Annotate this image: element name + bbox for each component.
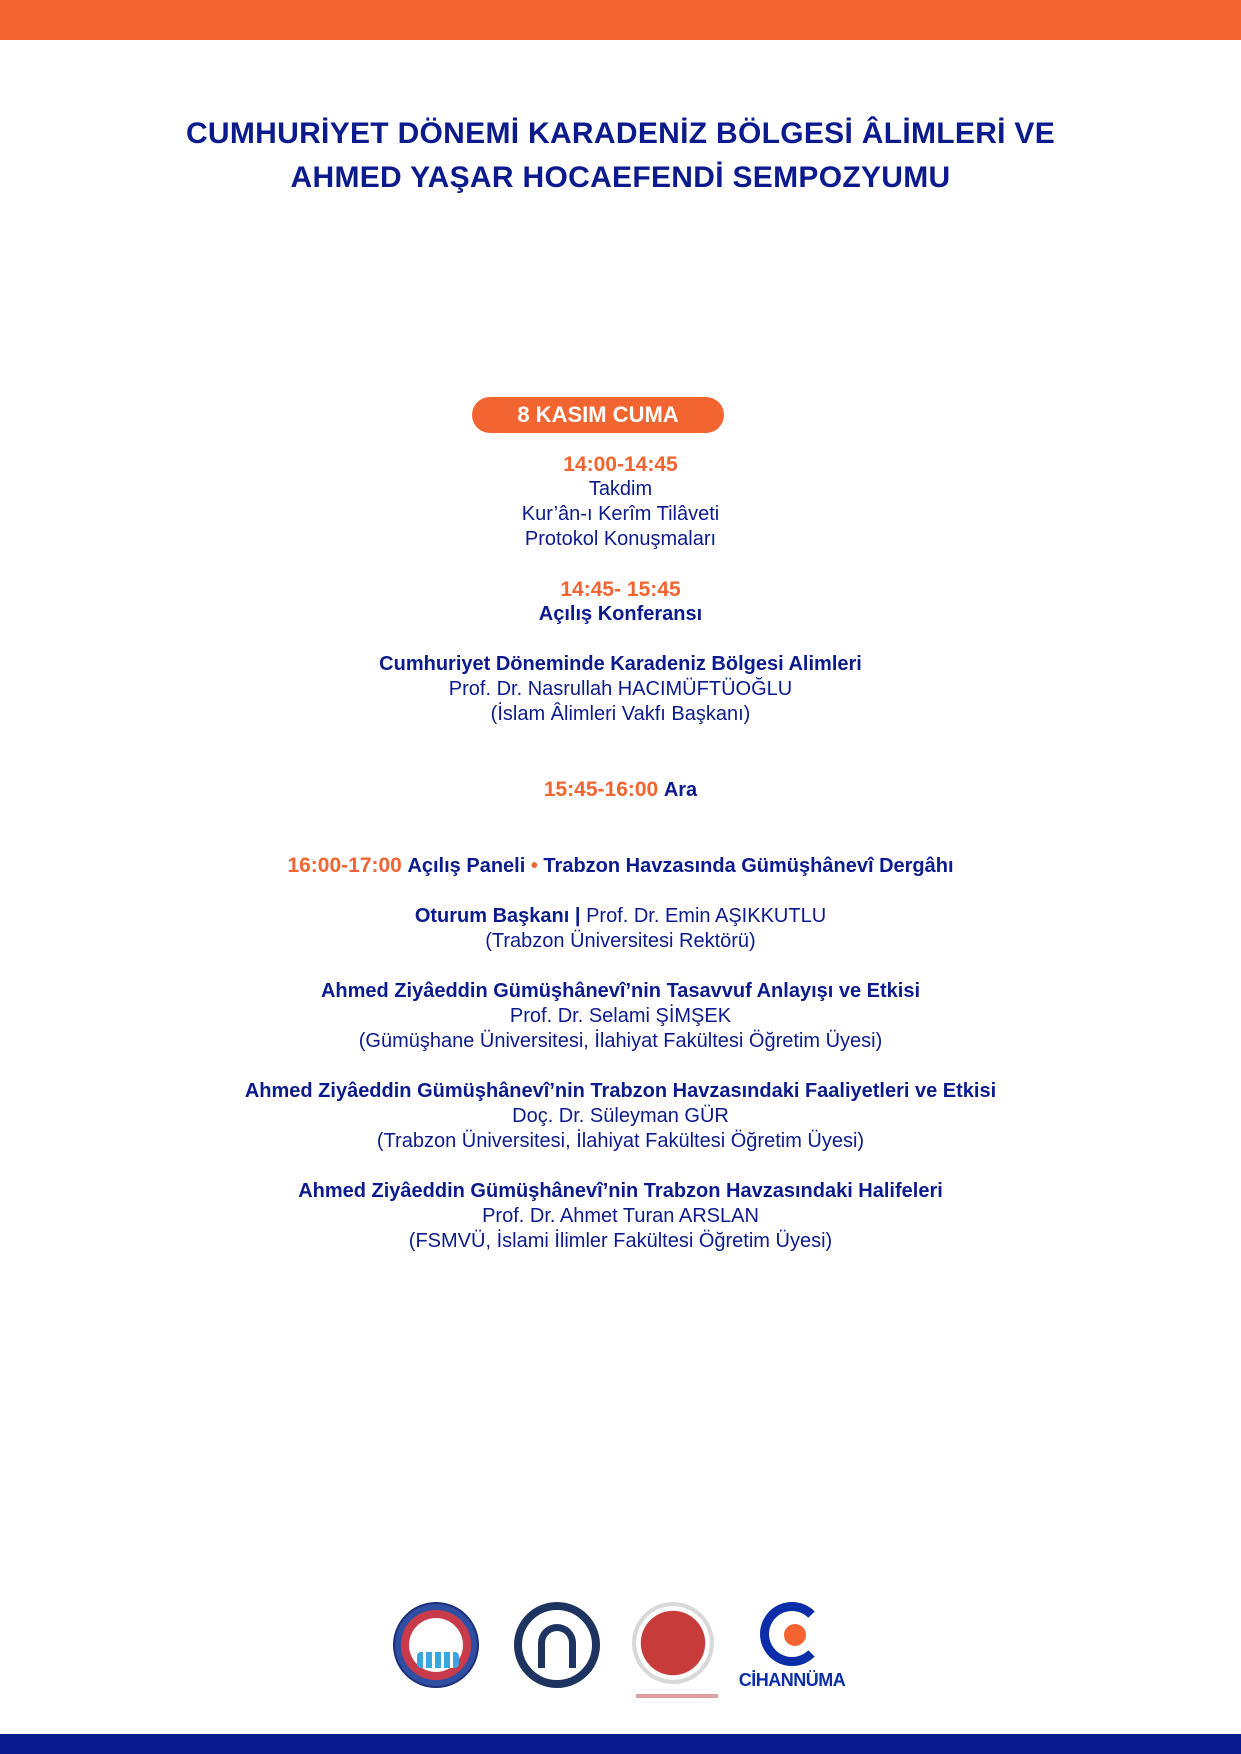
break-time: 15:45-16:00 xyxy=(543,778,659,801)
day-badge: 8 KASIM CUMA xyxy=(472,397,724,433)
talk-title: Ahmed Ziyâeddin Gümüşhânevî’nin Trabzon Havzasındaki Halifeleri xyxy=(298,1180,943,1202)
cihannuma-logo xyxy=(736,1598,848,1694)
talk-affiliation: (Gümüşhane Üniversitesi, İlahiyat Fakültesi Öğretim Üyesi) xyxy=(358,1030,883,1052)
panel-topic: Trabzon Havzasında Gümüşhânevî Dergâhı xyxy=(543,855,954,877)
talk-affiliation: (Trabzon Üniversitesi, İlahiyat Fakültesi Öğretim Üyesi) xyxy=(376,1130,865,1152)
break-label: Ara xyxy=(663,779,698,801)
talk-speaker: Prof. Dr. Selami ŞİMŞEK xyxy=(509,1005,732,1027)
municipality-seal-logo xyxy=(393,1602,479,1688)
session2-time: 14:45- 15:45 xyxy=(560,578,681,601)
panel-time: 16:00-17:00 xyxy=(287,854,402,877)
foundation-seal-logo xyxy=(632,1602,714,1684)
keynote-title: Cumhuriyet Döneminde Karadeniz Bölgesi Alimleri xyxy=(379,653,862,675)
symposium-title xyxy=(0,112,1241,200)
university-logo xyxy=(514,1602,600,1688)
keynote-affiliation: (İslam Âlimleri Vakfı Başkanı) xyxy=(490,703,751,725)
sponsor-logos xyxy=(0,1598,1241,1698)
panel-separator: • xyxy=(530,855,538,877)
panel-heading-line xyxy=(0,853,1241,879)
chair-name: Prof. Dr. Emin AŞIKKUTLU xyxy=(586,905,827,927)
panel-chair-line xyxy=(0,904,1241,929)
session1-item: Kur’ân-ı Kerîm Tilâveti xyxy=(521,503,720,525)
title-line-1: CUMHURİYET DÖNEMİ KARADENİZ BÖLGESİ ÂLİMLERİ VE xyxy=(185,117,1056,150)
title-line-2: AHMED YAŞAR HOCAEFENDİ SEMPOZYUMU xyxy=(290,161,951,194)
panel-name: Açılış Paneli xyxy=(407,855,526,877)
talk-speaker: Doç. Dr. Süleyman GÜR xyxy=(512,1105,729,1127)
chair-affiliation: (Trabzon Üniversitesi Rektörü) xyxy=(485,930,756,952)
cihannuma-wordmark: CİHANNÜMA xyxy=(738,1670,846,1690)
break-line xyxy=(0,777,1241,803)
talk-speaker: Prof. Dr. Ahmet Turan ARSLAN xyxy=(482,1205,759,1227)
program-schedule xyxy=(0,452,1241,1254)
chair-separator: | xyxy=(574,905,581,927)
talk-affiliation: (FSMVÜ, İslami İlimler Fakültesi Öğretim Üyesi) xyxy=(408,1230,833,1252)
top-accent-bar xyxy=(0,0,1241,40)
bottom-accent-bar xyxy=(0,1734,1241,1754)
chair-label: Oturum Başkanı xyxy=(414,905,570,927)
keynote-speaker: Prof. Dr. Nasrullah HACIMÜFTÜOĞLU xyxy=(448,678,793,700)
session1-item: Takdim xyxy=(588,478,653,500)
talk-title: Ahmed Ziyâeddin Gümüşhânevî’nin Trabzon Havzasındaki Faaliyetleri ve Etkisi xyxy=(244,1080,997,1102)
talk-title: Ahmed Ziyâeddin Gümüşhânevî’nin Tasavvuf Anlayışı ve Etkisi xyxy=(320,980,921,1002)
session2-heading: Açılış Konferansı xyxy=(538,603,703,625)
session1-time: 14:00-14:45 xyxy=(563,453,678,476)
session1-item: Protokol Konuşmaları xyxy=(524,528,717,550)
